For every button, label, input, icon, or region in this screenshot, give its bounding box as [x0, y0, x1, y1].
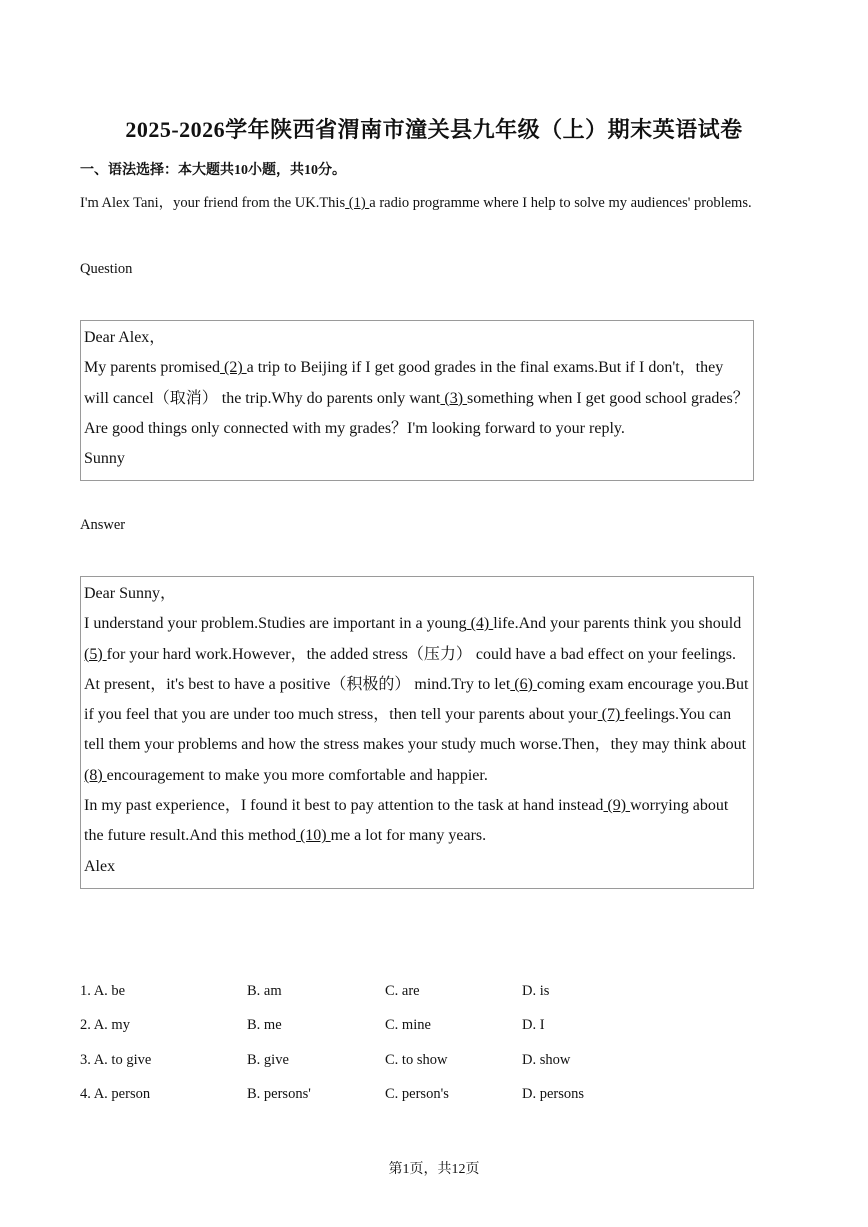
- letter-paragraph: [84, 444, 750, 474]
- page-footer: 第1页，共12页: [388, 1162, 480, 1177]
- question-label: Question: [80, 261, 133, 277]
- letter-paragraph: [84, 353, 750, 444]
- question-number: 4.: [80, 1086, 91, 1103]
- blank-number: (9): [603, 797, 631, 815]
- question-letter-box: [80, 320, 754, 481]
- blank-number: (4): [466, 615, 494, 633]
- option-text: A. to give: [93, 1051, 152, 1068]
- option-text: A. be: [93, 983, 126, 999]
- question-number: 1.: [80, 983, 91, 999]
- text-run: for your hard work.However，the added stress（压力） could have a bad effect on your feelings.: [106, 645, 736, 663]
- option-text: A. person: [93, 1086, 151, 1103]
- option-c: [385, 1017, 431, 1034]
- option-text: B. persons': [247, 1086, 311, 1103]
- text-run: In my past experience，I found it best to pay attention to the task at hand instead: [84, 797, 604, 815]
- option-c: [385, 983, 420, 1000]
- option-text: C. to show: [385, 1051, 448, 1068]
- blank-number: (6): [510, 675, 537, 693]
- text-run: Dear Sunny，: [84, 585, 176, 602]
- text-run: a trip to Beijing if I get good grades in the final exams.But if I don't，they will cancel（取消） the trip.Why do parents only want: [84, 359, 724, 407]
- option-text: C. person's: [385, 1086, 449, 1103]
- blank-number: (1): [345, 195, 370, 211]
- option-a: [80, 1017, 130, 1034]
- option-text: D. is: [522, 983, 550, 999]
- options-list: [80, 983, 780, 1121]
- blank-number: (2): [219, 359, 247, 377]
- option-text: A. my: [93, 1017, 130, 1034]
- option-d: [522, 1017, 545, 1034]
- option-d: [522, 1052, 570, 1069]
- text-run: Dear Alex，: [84, 329, 166, 346]
- option-row: [80, 983, 780, 1017]
- option-a: [80, 983, 125, 1000]
- section-heading: 一、语法选择：本大题共10小题，共10分。: [80, 163, 346, 178]
- text-run: Sunny: [84, 450, 125, 468]
- option-d: [522, 1086, 584, 1103]
- option-b: [247, 983, 282, 1000]
- option-text: C. are: [385, 983, 420, 999]
- letter-paragraph: [84, 609, 750, 670]
- blank-number: (8): [84, 766, 107, 784]
- option-a: [80, 1052, 151, 1069]
- option-text: B. give: [247, 1051, 289, 1068]
- text-run: My parents promised: [84, 359, 220, 377]
- intro-paragraph: [80, 186, 760, 221]
- option-row: [80, 1086, 780, 1120]
- letter-paragraph: [84, 323, 750, 353]
- text-run: Alex: [84, 857, 116, 875]
- text-run: a radio programme where I help to solve my audiences' problems.: [369, 195, 752, 211]
- question-number: 3.: [80, 1051, 91, 1068]
- option-text: B. am: [247, 983, 282, 999]
- option-text: B. me: [247, 1017, 282, 1034]
- text-run: encouragement to make you more comfortable and happier.: [106, 766, 488, 784]
- text-run: something when I get good school grades？Are good things only connected with my grades？I'm looking forward to your reply.: [84, 389, 749, 437]
- text-run: feelings.You can tell them your problems and how the stress makes your study much worse.Then，they may think about: [84, 706, 747, 754]
- letter-paragraph: [84, 791, 750, 852]
- option-b: [247, 1086, 311, 1103]
- letter-paragraph: [84, 670, 750, 791]
- option-text: D. persons: [522, 1086, 585, 1103]
- text-run: I'm Alex Tani，your friend from the UK.This: [80, 195, 346, 211]
- option-text: D. I: [522, 1017, 545, 1034]
- question-number: 2.: [80, 1017, 91, 1034]
- option-b: [247, 1017, 282, 1034]
- text-run: life.And your parents think you should: [493, 615, 742, 633]
- exam-title: 2025-2026学年陕西省渭南市潼关县九年级（上）期末英语试卷: [125, 117, 743, 142]
- blank-number: (5): [84, 645, 107, 663]
- answer-label: Answer: [80, 517, 126, 533]
- letter-paragraph: [84, 579, 750, 609]
- blank-number: (10): [295, 827, 331, 845]
- text-run: me a lot for many years.: [330, 827, 487, 845]
- text-run: worrying about the future result.And this method: [84, 797, 729, 845]
- text-run: I understand your problem.Studies are important in a young: [84, 615, 467, 633]
- blank-number: (7): [597, 706, 625, 724]
- answer-letter-box: [80, 576, 754, 889]
- option-row: [80, 1017, 780, 1051]
- option-text: C. mine: [385, 1017, 431, 1034]
- text-run: coming exam encourage you.But if you feel that you are under too much stress，then tell your parents about your: [84, 675, 749, 724]
- option-text: D. show: [522, 1051, 571, 1068]
- option-a: [80, 1086, 150, 1103]
- option-d: [522, 983, 549, 1000]
- text-run: At present，it's best to have a positive（积极的） mind.Try to let: [84, 675, 511, 693]
- blank-number: (3): [440, 389, 468, 407]
- option-c: [385, 1086, 449, 1103]
- option-c: [385, 1052, 447, 1069]
- option-b: [247, 1052, 289, 1069]
- letter-paragraph: [84, 852, 750, 882]
- option-row: [80, 1052, 780, 1086]
